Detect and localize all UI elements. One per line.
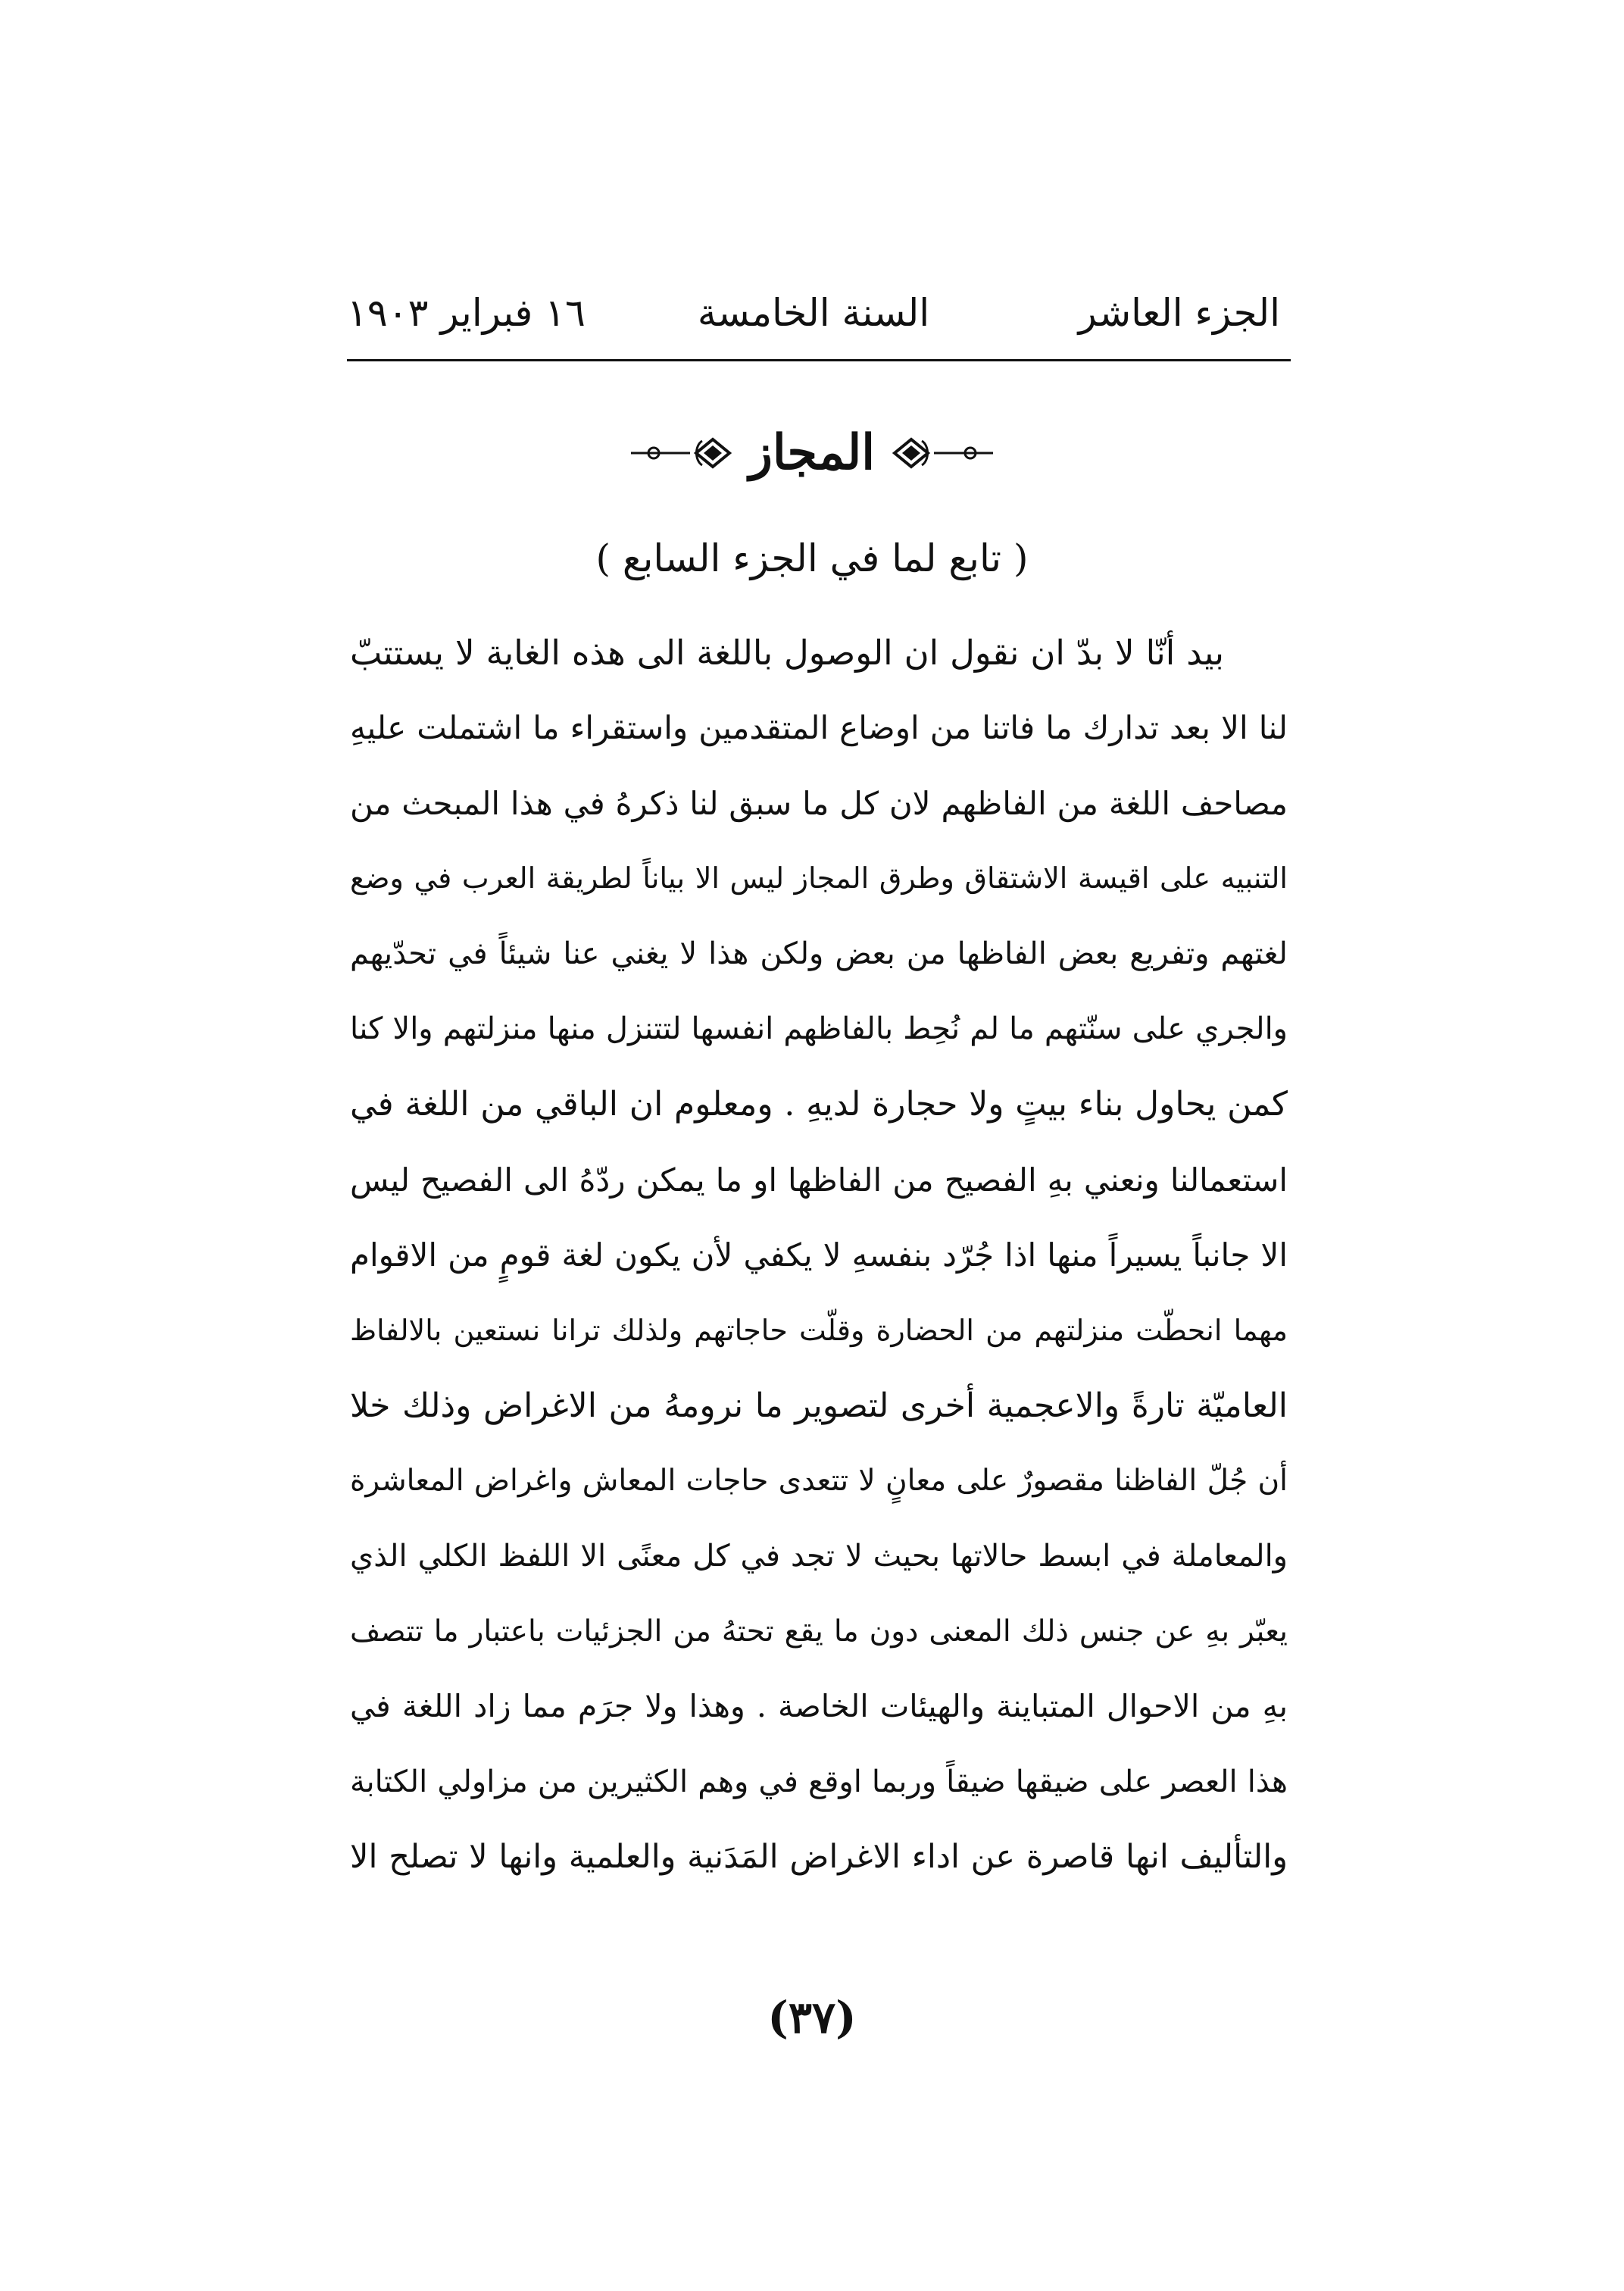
article-body xyxy=(350,615,1288,1971)
text-line: لغتهم وتفريع بعض الفاظها من بعض ولكن هذا لا يغني عنا شيئاً في تحدّيهم xyxy=(350,936,1288,971)
text-line: بهِ من الاحوال المتباينة والهيئات الخاصة . وهذا ولا جرَم مما زاد اللغة في xyxy=(350,1688,1288,1725)
text-line: كمن يحاول بناء بيتٍ ولا حجارة لديهِ . ومعلوم ان الباقي من اللغة في xyxy=(350,1085,1288,1124)
text-line: والمعاملة في ابسط حالاتها بحيث لا تجد في كل معنًى الا اللفظ الكلي الذي xyxy=(350,1538,1288,1574)
text-line: والجري على سنّتهم ما لم نُحِط بالفاظهم انفسها لتتنزل منها منزلتهم والا كنا xyxy=(350,1011,1288,1046)
header-rule xyxy=(347,359,1291,361)
text-line: مهما انحطّت منزلتهم من الحضارة وقلّت حاجاتهم ولذلك ترانا نستعين بالالفاظ xyxy=(350,1313,1288,1347)
text-line: استعمالنا ونعني بهِ الفصيح من الفاظها او ما يمكن ردّهُ الى الفصيح ليس xyxy=(350,1161,1288,1199)
article-subtitle: ( تابع لما في الجزء السابع ) xyxy=(595,536,1029,580)
text-line: والتأليف انها قاصرة عن اداء الاغراض المَدَنية والعلمية وانها لا تصلح الا xyxy=(350,1838,1288,1877)
header-part: الجزء العاشر xyxy=(1078,291,1280,335)
text-line: لنا الا بعد تدارك ما فاتنا من اوضاع المتقدمين واستقراء ما اشتملت عليهِ xyxy=(350,709,1288,747)
article-title: المجاز xyxy=(749,424,875,481)
text-line: بيد أنّا لا بدّ ان نقول ان الوصول باللغة الى هذه الغاية لا يستتبّ xyxy=(350,633,1224,673)
text-line: أن جُلّ الفاظنا مقصورٌ على معانٍ لا تتعدى حاجات المعاش واغراض المعاشرة xyxy=(350,1464,1288,1499)
header-date: ١٦ فبراير ١٩٠٣ xyxy=(347,291,586,335)
running-head xyxy=(347,279,1280,347)
text-line: العاميّة تارةً والاعجمية أخرى لتصوير ما نرومهُ من الاغراض وذلك خلا xyxy=(350,1386,1288,1425)
text-line: هذا العصر على ضيقها ضيقاً وربما اوقع في وهم الكثيرين من مزاولي الكتابة xyxy=(350,1764,1288,1799)
header-year: السنة الخامسة xyxy=(697,291,930,335)
text-line: الا جانباً يسيراً منها اذا جُرّد بنفسهِ لا يكفي لأن يكون لغة قومٍ من الاقوام xyxy=(350,1236,1288,1274)
text-line: التنبيه على اقيسة الاشتقاق وطرق المجاز ليس الا بياناً لطريقة العرب في وضع xyxy=(350,861,1288,895)
text-line: يعبّر بهِ عن جنس ذلك المعنى دون ما يقع تحتهُ من الجزئيات باعتبار ما تتصف xyxy=(350,1614,1288,1649)
page-number: (٣٧) xyxy=(767,1992,857,2043)
article-title-block xyxy=(0,415,1624,491)
title-ornament-right-icon xyxy=(889,430,995,476)
text-line: مصاحف اللغة من الفاظهم لان كل ما سبق لنا ذكرهُ في هذا المبحث من xyxy=(350,784,1288,822)
title-ornament-left-icon xyxy=(629,430,735,476)
